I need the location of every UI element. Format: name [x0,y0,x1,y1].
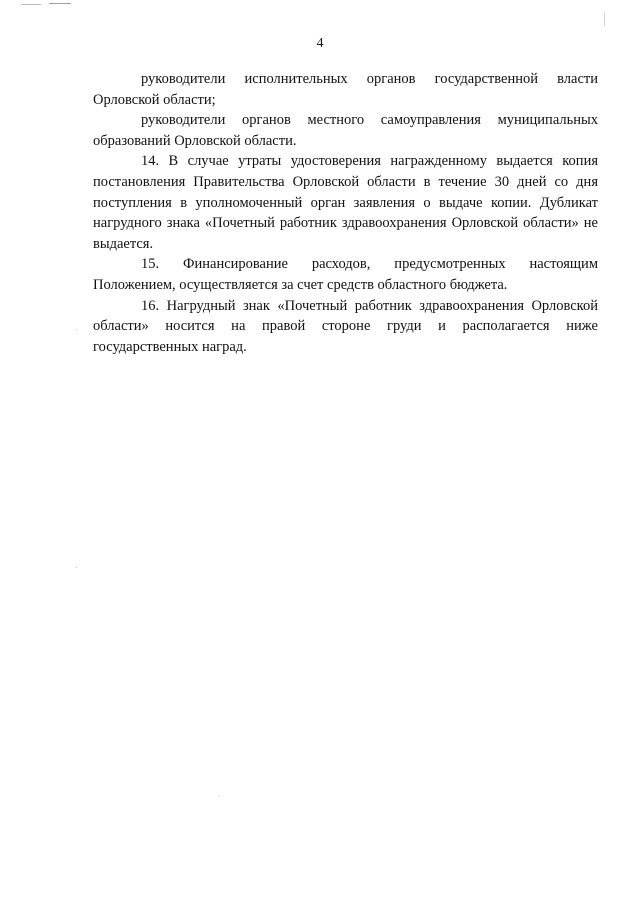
scan-artifact-dot [76,329,77,330]
paragraph-executive-heads: руководители исполнительных органов государственной власти Орловской области; [93,71,598,108]
scan-artifact-dot [219,795,220,796]
scan-artifact-line [604,12,605,26]
page-number: 4 [316,36,324,51]
scan-artifact-line [49,3,71,4]
paragraph-14-loss-of-certificate: 14. В случае утраты удостоверения награжденному выдается копия постановления Правительства Орловской области в течение 30 дней со дня поступления в уполномоченный орган заявления о выдаче копии. Дубликат нагрудного знака «Почетный работник здравоохранения Орловской области» не выдается. [93,153,598,252]
scan-artifact-dot [76,567,77,568]
paragraph-local-government-heads: руководители органов местного самоуправления муниципальных образований Орловской области. [93,112,598,149]
paragraph-16-badge-wearing: 16. Нагрудный знак «Почетный работник здравоохранения Орловской области» носится на правой стороне груди и располагается ниже государственных наград. [93,297,598,355]
document-body [93,69,598,357]
paragraph-15-financing: 15. Финансирование расходов, предусмотренных настоящим Положением, осуществляется за счет средств областного бюджета. [93,256,598,293]
scan-artifact-line [21,4,41,5]
